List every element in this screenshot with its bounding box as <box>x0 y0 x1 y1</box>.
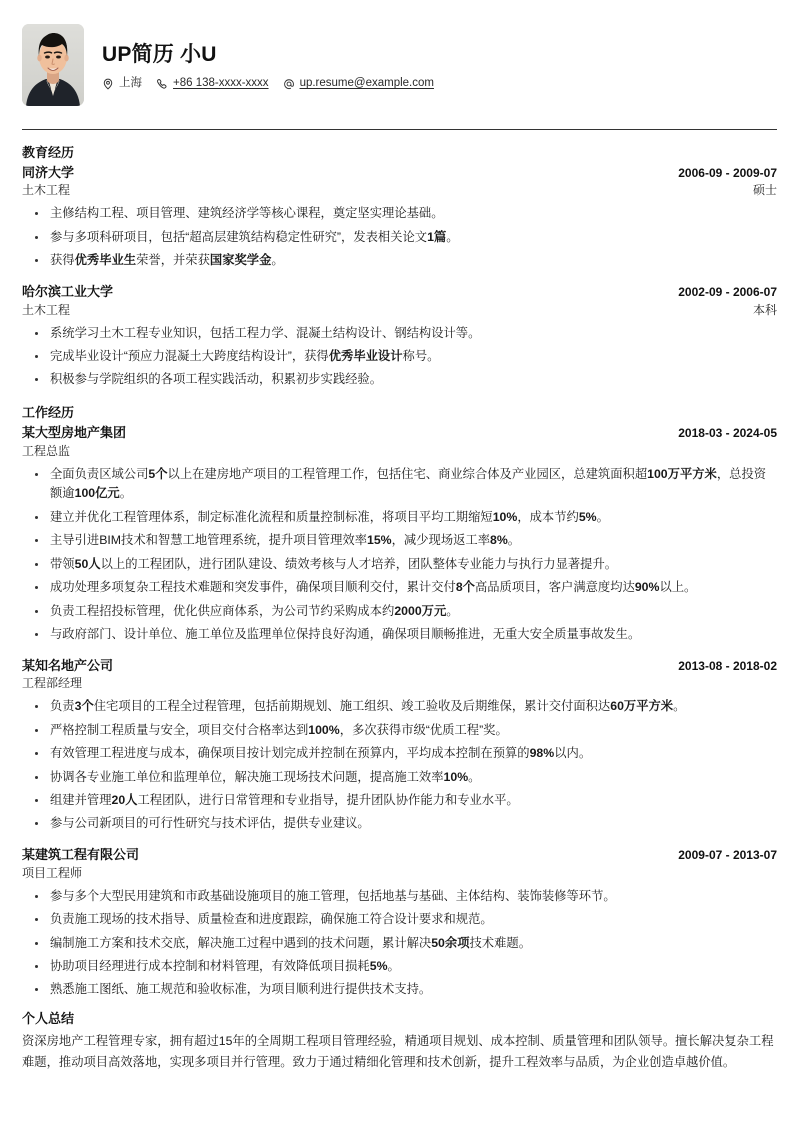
bullet-text: 荣誉，并荣获 <box>136 253 210 268</box>
list-item <box>22 251 777 271</box>
bullet-text: 住宅项目的工程全过程管理，包括前期规划、施工组织、竣工验收及后期维保，累计交付面积达 <box>93 699 611 714</box>
list-item <box>22 204 777 224</box>
phone-icon <box>156 78 168 90</box>
bullet-text: 成功处理多项复杂工程技术难题和突发事件，确保项目顺利交付，累计交付 <box>50 580 456 595</box>
organization-name: 哈尔滨工业大学 <box>22 284 114 300</box>
list-item <box>22 602 777 622</box>
bullet-text: 组建并管理 <box>50 792 112 807</box>
bullet-list <box>22 697 777 834</box>
entry-date-range: 2013-08 - 2018-02 <box>678 658 777 673</box>
emphasis-text: 90% <box>634 580 660 595</box>
entry-subheader <box>22 675 777 692</box>
organization-name: 某建筑工程有限公司 <box>22 847 140 863</box>
list-item <box>22 697 777 717</box>
entry-header <box>22 283 777 301</box>
bullet-text: 。 <box>596 509 609 524</box>
emphasis-text: 98% <box>529 746 555 761</box>
entry-date-range: 2006-09 - 2009-07 <box>678 165 777 180</box>
avatar <box>22 24 84 106</box>
emphasis-text: 50人 <box>74 556 101 571</box>
entry-subheader <box>22 302 777 319</box>
emphasis-text: 8个 <box>455 580 475 595</box>
emphasis-text: 国家奖学金 <box>209 253 272 268</box>
bullet-text: 建立并优化工程管理体系，制定标准化流程和质量控制标准，将项目平均工期缩短 <box>50 509 493 524</box>
emphasis-text: 2000万元 <box>394 603 447 618</box>
emphasis-text: 10% <box>443 769 469 784</box>
bullet-text: 以上的工程团队，进行团队建设、绩效考核与人才培养，团队整体专业能力与执行力显著提升。 <box>100 556 618 571</box>
entry-header <box>22 846 777 864</box>
entry-header <box>22 164 777 182</box>
entry-date-range: 2018-03 - 2024-05 <box>678 426 777 441</box>
list-item <box>22 744 777 764</box>
section-title: 教育经历 <box>22 145 75 160</box>
list-item <box>22 980 777 1000</box>
at-email-icon <box>283 78 295 90</box>
contact-phone-text[interactable]: +86 138-xxxx-xxxx <box>173 77 269 90</box>
entry <box>22 424 777 645</box>
entry-role: 工程部经理 <box>22 676 83 691</box>
bullet-text: 以上在建房地产项目的工程管理工作，包括住宅、商业综合体及产业园区，总建筑面积超 <box>167 466 648 481</box>
header-divider <box>22 129 777 130</box>
bullet-text: 获得 <box>50 253 75 268</box>
emphasis-text: 50余项 <box>431 935 470 950</box>
emphasis-text: 10% <box>492 509 518 524</box>
bullet-text: 编制施工方案和技术交底，解决施工过程中遇到的技术问题，累计解决 <box>50 935 432 950</box>
entry-role: 工程总监 <box>22 443 71 458</box>
organization-name: 同济大学 <box>22 164 75 180</box>
organization-name: 某大型房地产集团 <box>22 425 127 441</box>
bullet-text: 参与公司新项目的可行性研究与技术评估，提供专业建议。 <box>50 816 370 831</box>
bullet-text: 严格控制工程质量与安全，项目交付合格率达到 <box>50 722 309 737</box>
emphasis-text: 优秀毕业设计 <box>328 348 403 363</box>
list-item <box>22 768 777 788</box>
bullet-text: 。 <box>446 229 459 244</box>
entry-subheader <box>22 182 777 199</box>
list-item <box>22 910 777 930</box>
resume-sections <box>22 144 777 1000</box>
emphasis-text: 20人 <box>111 792 138 807</box>
header-text-block <box>102 24 434 106</box>
bullet-text: 负责施工现场的技术指导、质量检查和进度跟踪，确保施工符合设计要求和规范。 <box>50 912 493 927</box>
contact-phone[interactable] <box>156 78 269 90</box>
bullet-text: 。 <box>468 769 481 784</box>
emphasis-text: 1篇 <box>427 229 447 244</box>
entry <box>22 846 777 1000</box>
list-item <box>22 625 777 645</box>
bullet-text: 系统学习土木工程专业知识，包括工程力学、混凝土结构设计、钢结构设计等。 <box>50 325 481 340</box>
contact-location-text: 上海 <box>119 77 142 90</box>
entry-qualification: 本科 <box>752 302 777 317</box>
list-item <box>22 347 777 367</box>
bullet-text: 称号。 <box>402 348 440 363</box>
entry <box>22 164 777 271</box>
bullet-text: 技术难题。 <box>469 935 531 950</box>
bullet-text: 以内。 <box>554 746 592 761</box>
emphasis-text: 60万平方米 <box>610 699 674 714</box>
bullet-text: 全面负责区域公司 <box>50 466 149 481</box>
list-item <box>22 721 777 741</box>
contact-email[interactable] <box>283 78 434 90</box>
section-title: 工作经历 <box>22 405 75 421</box>
bullet-text: 协助项目经理进行成本控制和材料管理，有效降低项目损耗 <box>50 958 370 973</box>
contact-location <box>102 78 142 90</box>
emphasis-text: 100万平方米 <box>647 466 717 481</box>
bullet-text: 协调各专业施工单位和监理单位，解决施工现场技术问题，提高施工效率 <box>50 769 444 784</box>
bullet-list <box>22 324 777 391</box>
entry-role: 土木工程 <box>22 183 71 198</box>
entry-qualification: 硕士 <box>752 183 777 198</box>
list-item <box>22 814 777 834</box>
bullet-text: 。 <box>271 253 284 268</box>
entry <box>22 283 777 390</box>
list-item <box>22 531 777 551</box>
entry-role: 项目工程师 <box>22 865 83 880</box>
entry-header <box>22 657 777 675</box>
portrait-photo-icon <box>22 24 84 106</box>
bullet-text: 有效管理工程进度与成本，确保项目按计划完成并控制在预算内，平均成本控制在预算的 <box>50 746 530 761</box>
list-item <box>22 791 777 811</box>
bullet-text: 参与多项科研项目，包括“超高层建筑结构稳定性研究”，发表相关论文 <box>50 229 428 244</box>
list-item <box>22 934 777 954</box>
bullet-text: 负责工程招投标管理，优化供应商体系，为公司节约采购成本约 <box>50 603 395 618</box>
emphasis-text: 100% <box>308 722 340 737</box>
bullet-text: 积极参与学院组织的各项工程实践活动，积累初步实践经验。 <box>50 372 383 387</box>
entry-subheader <box>22 865 777 882</box>
bullet-text: ，减少现场返工率 <box>391 533 491 548</box>
section-1 <box>22 144 777 390</box>
list-item <box>22 887 777 907</box>
emphasis-text: 5个 <box>148 466 168 481</box>
bullet-text: ，多次获得市级“优质工程”奖。 <box>339 722 508 737</box>
emphasis-text: 3个 <box>74 699 94 714</box>
list-item <box>22 555 777 575</box>
emphasis-text: 100亿元 <box>74 486 120 501</box>
bullet-text: 。 <box>387 958 400 973</box>
page-title: UP简历 小U <box>102 43 217 66</box>
bullet-text: 带领 <box>50 556 75 571</box>
location-pin-icon <box>102 78 114 90</box>
list-item <box>22 578 777 598</box>
bullet-text: 主修结构工程、项目管理、建筑经济学等核心课程，奠定坚实理论基础。 <box>50 206 444 221</box>
list-item <box>22 508 777 528</box>
emphasis-text: 5% <box>578 509 597 524</box>
bullet-text: 。 <box>673 699 686 714</box>
bullet-text: 主导引进BIM技术和智慧工地管理系统，提升项目管理效率 <box>50 533 367 548</box>
bullet-text: 参与多个大型民用建筑和市政基础设施项目的施工管理，包括地基与基础、主体结构、装饰装修等环节。 <box>50 888 616 903</box>
emphasis-text: 5% <box>369 958 388 973</box>
emphasis-text: 15% <box>367 533 392 548</box>
bullet-text: ，成本节约 <box>517 509 579 524</box>
list-item <box>22 957 777 977</box>
bullet-text: 以上。 <box>659 580 697 595</box>
bullet-text: 负责 <box>50 699 75 714</box>
entry <box>22 657 777 834</box>
bullet-text: 工程团队，进行日常管理和专业指导，提升团队协作能力和专业水平。 <box>137 792 519 807</box>
bullet-text: 与政府部门、设计单位、施工单位及监理单位保持良好沟通，确保项目顺畅推进，无重大安全质量事故发生。 <box>50 626 641 641</box>
entry-header <box>22 424 777 442</box>
section-2 <box>22 404 777 1000</box>
section-title-summary: 个人总结 <box>22 1011 75 1027</box>
list-item <box>22 370 777 390</box>
list-item <box>22 228 777 248</box>
bullet-list <box>22 465 777 645</box>
entry-subheader <box>22 443 777 460</box>
bullet-text: 。 <box>507 533 521 548</box>
summary-text: 资深房地产工程管理专家，拥有超过15年的全周期工程项目管理经验，精通项目规划、成本控制、质量管理和团队领导。擅长解决复杂工程难题，推动项目高效落地，实现多项目并行管理。致力于通过精细化管理和技术创新，提升工程效率与品质，为企业创造卓越价值。 <box>22 1034 774 1070</box>
bullet-text: 高品质项目，客户满意度均达 <box>474 580 635 595</box>
bullet-list <box>22 204 777 271</box>
contact-email-text[interactable]: up.resume@example.com <box>299 77 434 90</box>
entry-date-range: 2009-07 - 2013-07 <box>678 848 777 863</box>
resume-header <box>22 24 777 106</box>
emphasis-text: 优秀毕业生 <box>74 253 137 268</box>
section-summary <box>22 1010 777 1073</box>
bullet-list <box>22 887 777 1001</box>
bullet-text: 。 <box>119 486 133 501</box>
list-item <box>22 324 777 344</box>
contact-list <box>102 78 434 90</box>
organization-name: 某知名地产公司 <box>22 657 114 673</box>
entry-role: 土木工程 <box>22 302 71 317</box>
list-item <box>22 465 777 505</box>
bullet-text: 。 <box>446 603 459 618</box>
entry-date-range: 2002-09 - 2006-07 <box>678 285 777 300</box>
bullet-text: 完成毕业设计“预应力混凝土大跨度结构设计”，获得 <box>50 348 329 363</box>
bullet-text: 熟悉施工图纸、施工规范和验收标准，为项目顺利进行提供技术支持。 <box>50 982 432 997</box>
emphasis-text: 8% <box>490 533 508 548</box>
bullet-text: ，总投资额逾 <box>50 466 767 501</box>
